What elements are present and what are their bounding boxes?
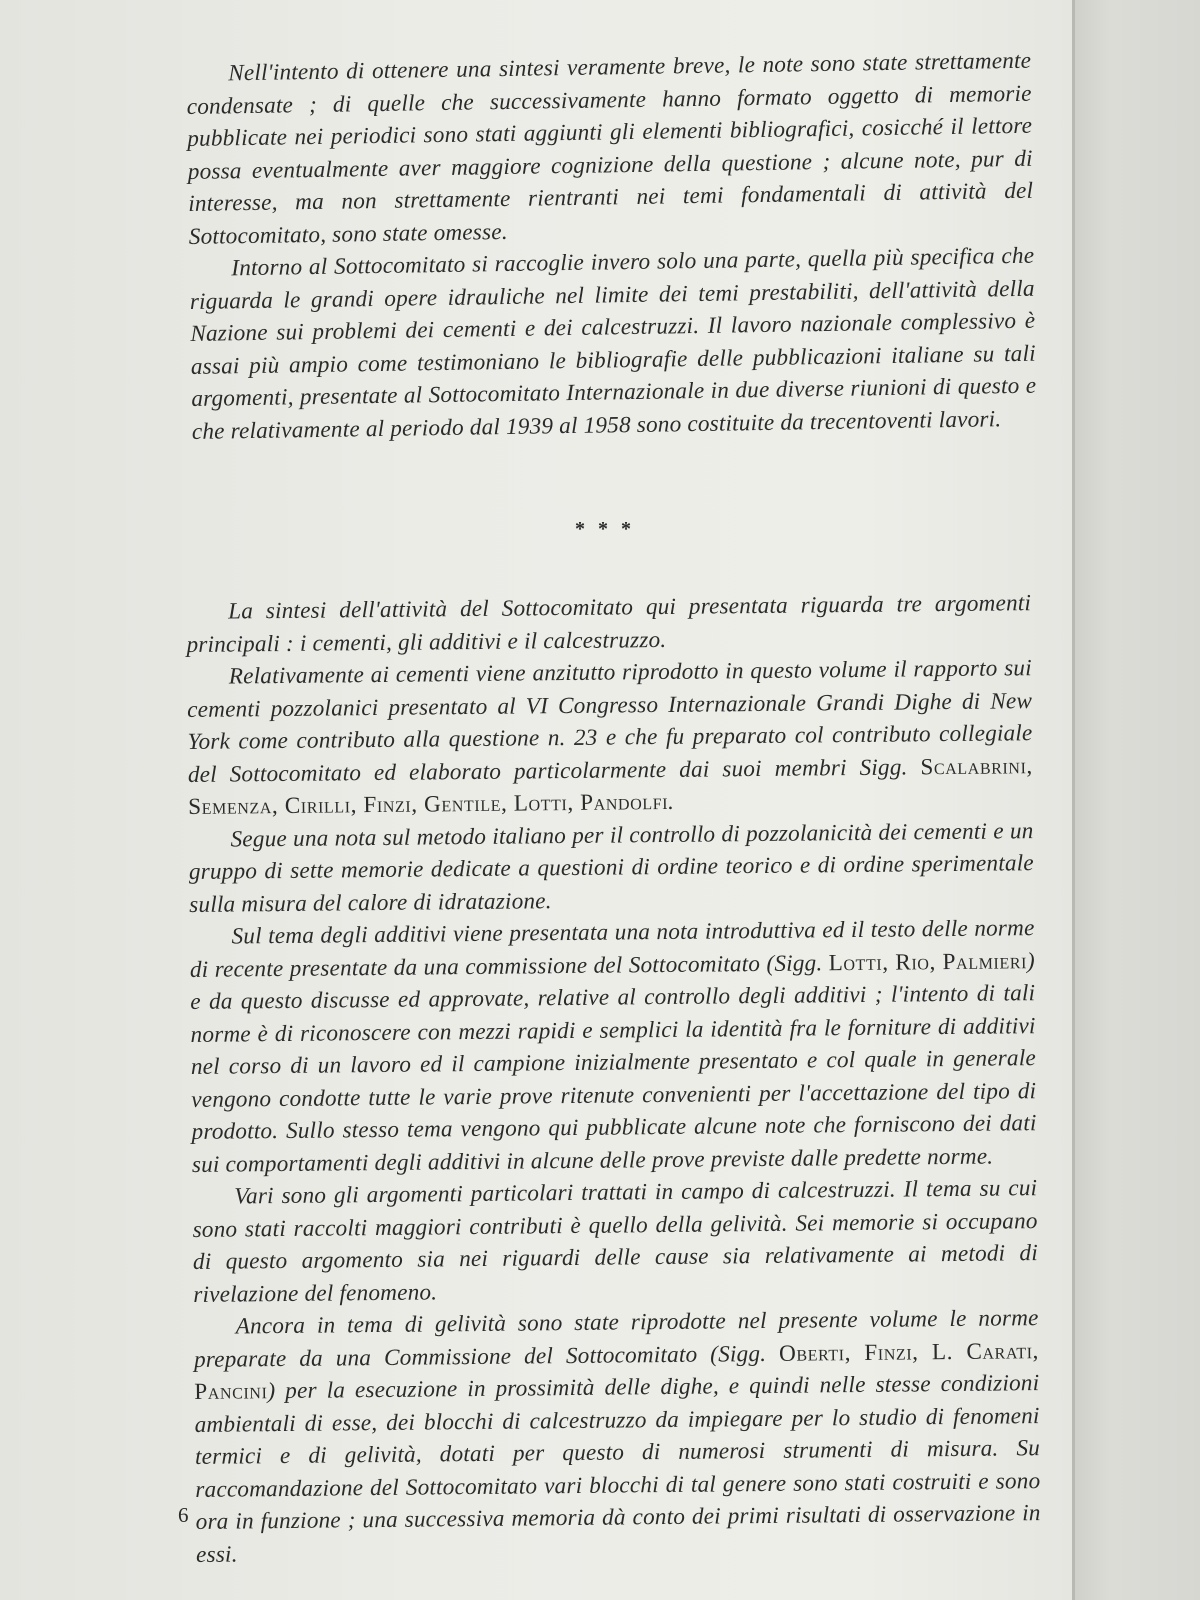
member-names: Lotti, Rio, Palmieri	[828, 947, 1028, 976]
paragraph: Intorno al Sottocomitato si raccoglie invero solo una parte, quella più specifica che riguarda le grandi opere idrauliche nel limite dei temi prestabiliti, dell'attività della Nazione sui problemi dei cementi e dei calcestruzzi. Il lavoro nazionale complessivo è assai più ampio come testimoniano le bibliografie delle pubblicazioni italiane su tali argomenti, presentate al Sottocomitato Internazionale in due diverse riunioni di questo e che relativamente al periodo dal 1939 al 1958 sono costituite da trecentoventi lavori.	[189, 242, 1037, 445]
paragraph: Nell'intento di ottenere una sintesi veramente breve, le note sono state strettamente condensate ; di quelle che successivamente hanno formato oggetto di memorie pubblicate nei periodici sono stati aggiunti gli elementi bibliografici, cosicché il lettore possa eventualmente aver maggiore cognizione della questione ; alcune note, pur di interesse, ma non strettamente rientranti nei temi fondamentali di attività del Sottocomitato, sono state omesse.	[186, 47, 1034, 250]
paragraph: Segue una nota sul metodo italiano per il controllo di pozzolanicità dei cementi e un gruppo di sette memorie dedicate a questioni di ordine teorico e di ordine sperimentale sulla misura del calore di idratazione.	[188, 817, 1034, 918]
paragraph: Vari sono gli argomenti particolari trattati in campo di calcestruzzi. Il tema su cui sono stati raccolti maggiori contributi è quello della gelività. Sei memorie si occupano di questo argomento sia nei riguardi delle cause sia relativamente ai metodi di rivelazione del fenomeno.	[192, 1175, 1039, 1308]
paragraph	[193, 1302, 1041, 1571]
paragraph-text: Ancora in tema di gelività sono state riprodotte nel presente volume le norme preparate da una Commissione del Sottocomitato (Sigg.	[193, 1305, 1039, 1373]
paragraph-text: Relativamente ai cementi viene anzitutto riprodotto in questo volume il rapporto sui cementi pozzolanici presentato al VI Congresso Internazionale Grandi Dighe di New York come contributo alla questione n. 23 e che fu preparato col contributo collegiale del Sottocomitato ed elaborato particolarmente dai suoi membri Sigg.	[187, 655, 1033, 788]
text-section-summary	[186, 587, 1041, 1571]
text-section-intro	[186, 45, 1037, 448]
page-number: 6	[178, 1503, 189, 1527]
next-page-edge	[1072, 0, 1200, 1600]
member-names: Scalabrini, Semenza, Cirilli, Finzi, Gentile, Lotti, Pandolfi	[188, 752, 1033, 820]
paragraph-text: ) e da questo discusse ed approvate, relative al controllo degli additivi ; l'intento di tali norme è di riconoscere con mezzi rapidi e semplici la identità fra le forniture di additivi nel corso di un lavoro ed il campione inizialmente presentato e col quale in generale vengono condotte tutte le varie prove ritenute convenienti per l'accettazione del tipo di prodotto. Sullo stesso tema vengono qui pubblicate alcune note che forniscono dei dati sui comportamenti degli additivi in alcune delle prove previste dalle predette norme.	[190, 947, 1037, 1178]
section-separator: * * *	[575, 518, 635, 540]
paragraph-text: Sul tema degli additivi viene presentata una nota introduttiva ed il testo delle norme di recente presentate da una commissione del Sottocomitato (Sigg.	[189, 915, 1035, 983]
paragraph: La sintesi dell'attività del Sottocomitato qui presentata riguarda tre argomenti principali : i cementi, gli additivi e il calcestruzzo.	[186, 590, 1032, 658]
paragraph	[189, 912, 1037, 1181]
paragraph	[187, 652, 1034, 823]
paragraph-text: .	[667, 788, 675, 815]
member-names: Oberti, Finzi, L. Carati, Pancini	[194, 1337, 1040, 1405]
paragraph-text: ) per la esecuzione in prossimità delle dighe, e quindi nelle stesse condizioni ambientali di esse, dei blocchi di calcestruzzo da impiegare per lo studio di fenomeni termici e di gelività, dotati per questo di numerosi strumenti di misura. Su raccomandazione del Sottocomitato vari blocchi di tal genere sono stati costruiti e sono ora in funzione ; una successiva memoria dà conto dei primi risultati di osservazione in essi.	[194, 1370, 1041, 1568]
